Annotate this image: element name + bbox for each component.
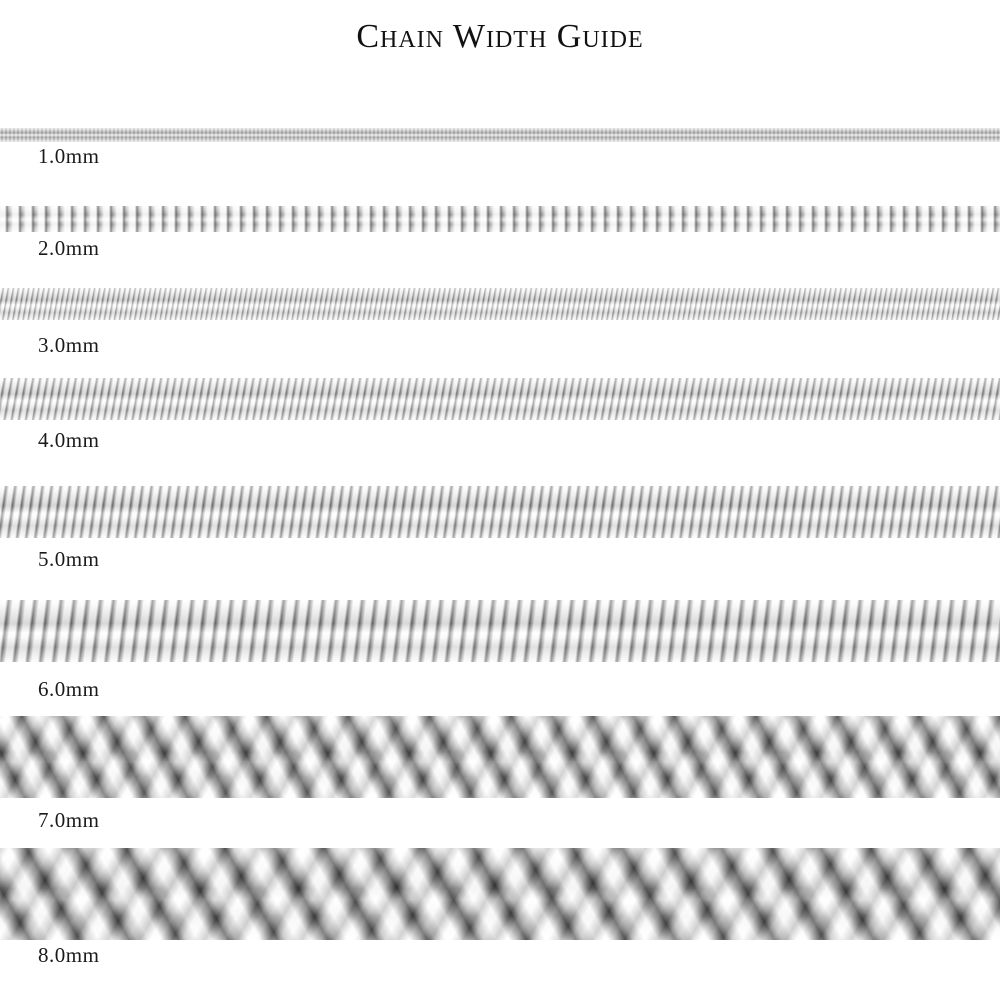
chain-sample-3mm (0, 288, 1000, 320)
chain-width-label: 3.0mm (38, 333, 100, 357)
chain-width-label: 1.0mm (38, 144, 100, 168)
chain-sample-4mm (0, 378, 1000, 420)
chain-sample-8mm (0, 848, 1000, 940)
chain-width-label: 4.0mm (38, 428, 100, 452)
chain-width-label: 2.0mm (38, 236, 100, 260)
chain-width-label: 6.0mm (38, 677, 100, 701)
chain-width-label: 5.0mm (38, 547, 100, 571)
chain-sample-2mm (0, 206, 1000, 232)
page-title: Chain Width Guide (356, 18, 644, 55)
chain-sample-6mm (0, 600, 1000, 662)
chain-width-label: 8.0mm (38, 943, 100, 967)
chain-sample-5mm (0, 486, 1000, 538)
chain-sample-7mm (0, 716, 1000, 798)
chain-width-label: 7.0mm (38, 808, 100, 832)
chain-sample-1mm (0, 128, 1000, 142)
